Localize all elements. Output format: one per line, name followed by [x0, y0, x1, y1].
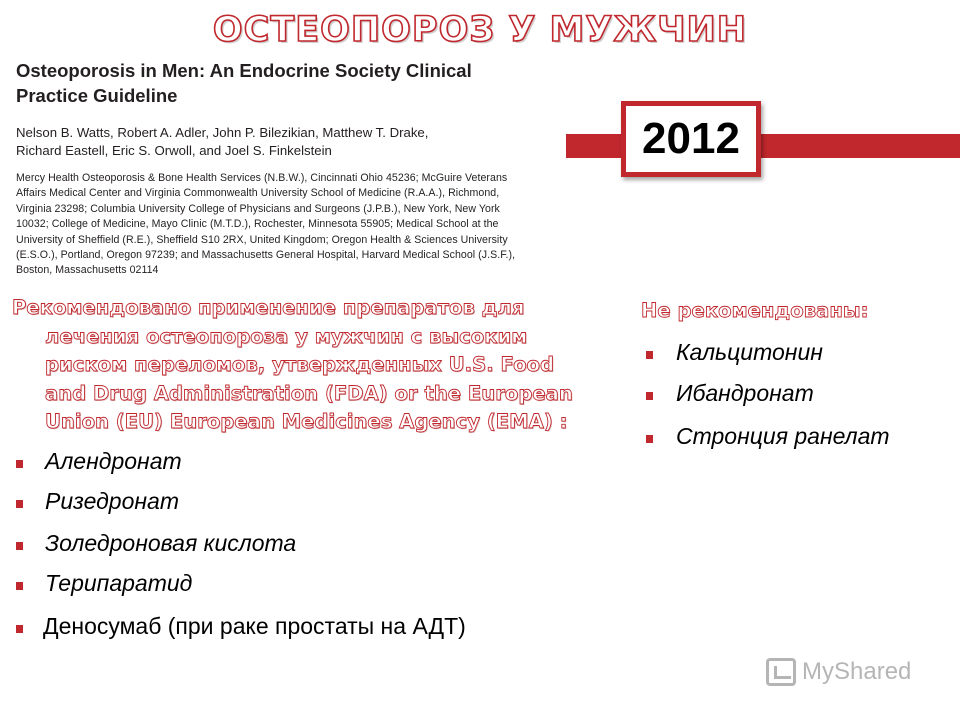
paper-title-line: Osteoporosis in Men: An Endocrine Society Clinical [16, 60, 472, 81]
paper-title-line: Practice Guideline [16, 85, 178, 106]
affiliation-line: Boston, Massachusetts 02114 [16, 264, 159, 277]
bullet-icon [16, 460, 23, 468]
author-line: Richard Eastell, Eric S. Orwoll, and Joel S. Finkelstein [16, 142, 332, 158]
list-item [676, 339, 823, 366]
recommended-heading-line: and Drug Administration (FDA) or the European [45, 381, 573, 405]
list-item [45, 570, 192, 597]
recommended-heading-line: Union (EU) European Medicines Agency (EMA) : [45, 410, 568, 433]
list-item [676, 423, 890, 450]
list-item [45, 448, 182, 475]
drug-name: Ибандронат [676, 380, 814, 406]
drug-name: Терипаратид [45, 570, 193, 596]
recommended-heading-line: Рекомендовано применение препаратов для [12, 296, 525, 319]
drug-name: Алендронат [45, 448, 182, 474]
list-item [676, 380, 814, 407]
affiliation-line: Virginia 23298; Columbia University College of Physicians and Surgeons (J.P.B.), New York, New York [16, 202, 500, 215]
bullet-icon [646, 351, 653, 359]
slide-title: ОСТЕОПОРОЗ У МУЖЧИН [212, 10, 748, 50]
paper-affiliations [16, 171, 556, 279]
bullet-icon [16, 500, 23, 508]
drug-name: Кальцитонин [676, 339, 823, 365]
drug-name: Ризедронат [45, 488, 180, 514]
presentation-icon [766, 658, 796, 686]
recommended-heading [12, 294, 602, 437]
bullet-icon [646, 392, 653, 400]
affiliation-line: University of Sheffield (R.E.), Sheffield S10 2RX, United Kingdom; Oregon Health & Sciences University [16, 233, 508, 246]
affiliation-line: Mercy Health Osteoporosis & Bone Health Services (N.B.W.), Cincinnati Ohio 45236; McGuire Veterans [16, 172, 508, 184]
paper-title [16, 58, 556, 108]
paper-excerpt [16, 58, 556, 279]
list-item [45, 530, 296, 557]
bullet-icon [16, 582, 23, 590]
affiliation-line: 10032; College of Medicine, Mayo Clinic (M.T.D.), Rochester, Minnesota 55905; Medical School at the [16, 218, 499, 231]
drug-name: Золедроновая кислота [45, 530, 297, 556]
paper-authors [16, 124, 556, 159]
list-item [43, 613, 466, 640]
affiliation-line: (E.S.O.), Portland, Oregon 97239; and Massachusetts General Hospital, Harvard Medical School (J.S.F.), [16, 249, 516, 262]
drug-name: Деносумаб (при раке простаты на АДТ) [43, 613, 466, 639]
not-recommended-heading: Не рекомендованы: [641, 299, 869, 322]
author-line: Nelson B. Watts, Robert A. Adler, John P. Bilezikian, Matthew T. Drake, [16, 125, 429, 140]
year-label: 2012 [642, 114, 740, 163]
recommended-heading-line: лечения остеопороза у мужчин с высоким [45, 324, 528, 348]
watermark-text: MyShared [802, 658, 912, 685]
year-box [621, 101, 761, 177]
watermark [766, 658, 911, 686]
bullet-icon [646, 435, 653, 443]
bullet-icon [16, 625, 23, 633]
bullet-icon [16, 542, 23, 550]
affiliation-line: Affairs Medical Center and Virginia Commonwealth University School of Medicine (R.A.A.), Richmond, [16, 187, 500, 200]
drug-name: Стронция ранелат [676, 423, 890, 449]
recommended-heading-line: риском переломов, утвержденных U.S. Food [45, 353, 555, 376]
list-item [45, 488, 179, 515]
